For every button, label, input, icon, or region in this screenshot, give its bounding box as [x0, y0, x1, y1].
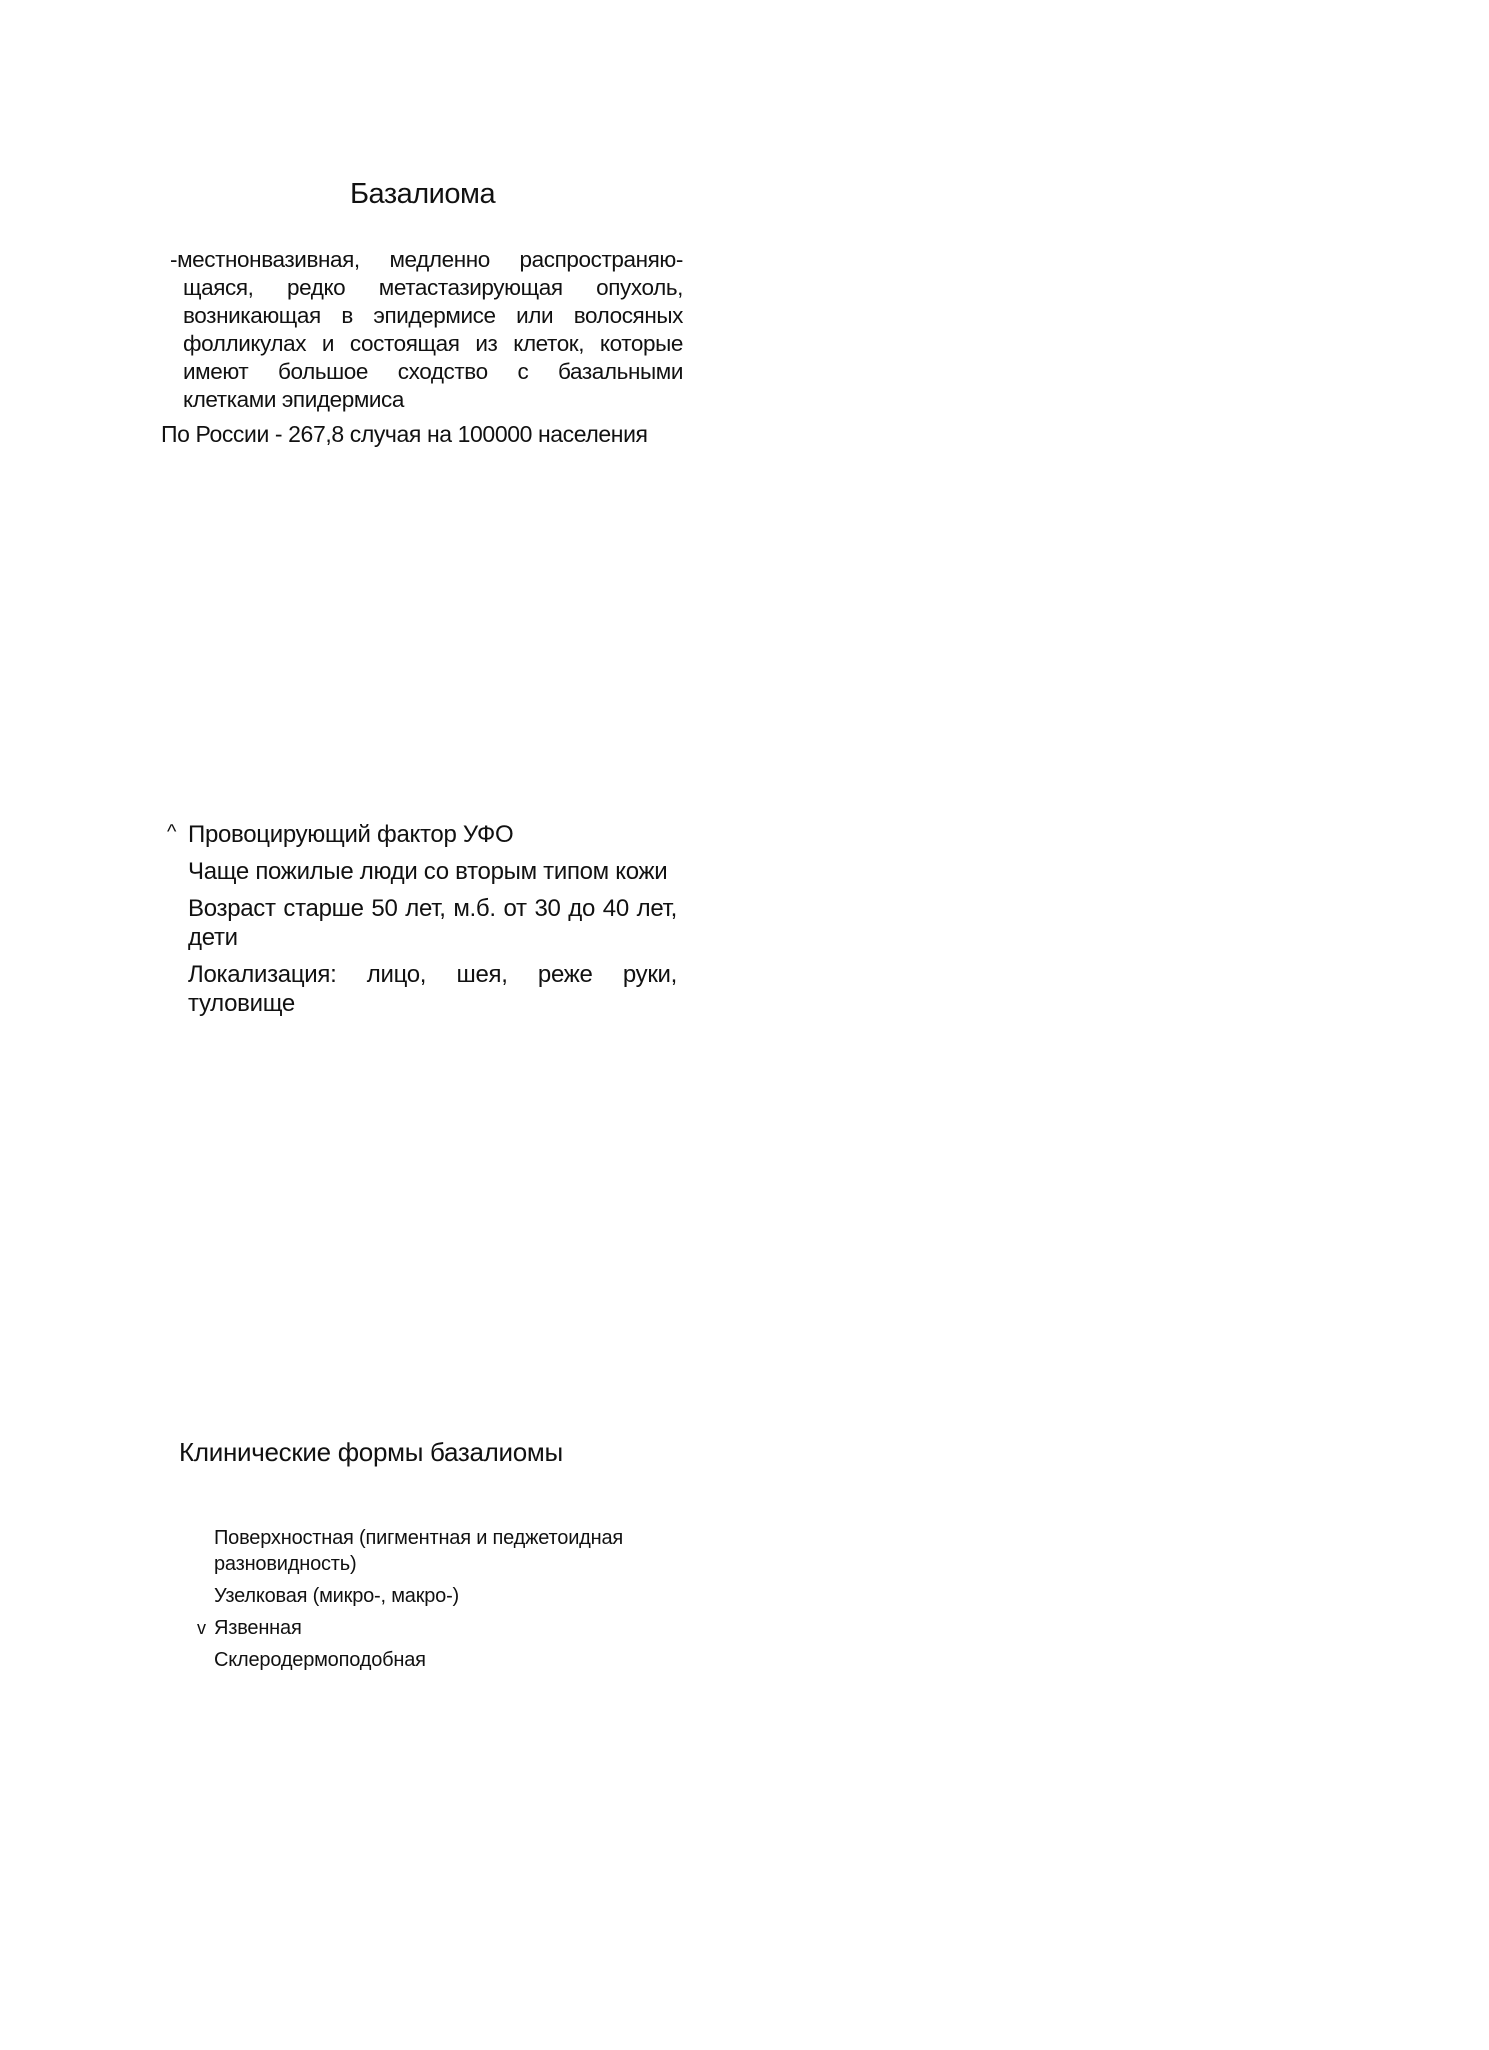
clinical-form-item [197, 1647, 697, 1673]
caret-bullet-icon: ^ [167, 821, 177, 843]
risk-factors-list [167, 820, 677, 1026]
clinical-form-item [197, 1615, 697, 1641]
definition-paragraph [157, 246, 683, 414]
checkmark-bullet-icon: v [197, 1618, 206, 1638]
risk-factor-text: Локализация: лицо, шея, реже руки, туловище [188, 961, 677, 1017]
clinical-form-text: Склеродермоподобная [214, 1649, 426, 1671]
page-title: Базалиома [350, 178, 496, 210]
risk-factor-item [167, 894, 677, 952]
risk-factor-text: Чаще пожилые люди со вторым типом кожи [188, 858, 668, 885]
clinical-forms-heading: Клинические формы базалиомы [179, 1437, 563, 1467]
risk-factor-text: Провоцирующий фактор УФО [188, 821, 514, 848]
risk-factor-item [167, 960, 677, 1018]
risk-factor-item [167, 820, 677, 849]
clinical-form-item [197, 1525, 697, 1577]
risk-factor-item [167, 857, 677, 886]
clinical-form-text: Поверхностная (пигментная и педжетоидная разновидность) [214, 1527, 624, 1575]
clinical-form-text: Узелковая (микро-, макро-) [214, 1585, 460, 1607]
clinical-form-item [197, 1583, 697, 1609]
definition-text: -местнонвазивная, медленно распространяю-щаяся, редко метастазирующая опухоль, возникающая в эпидермисе или волосяных фолликулах и состоящая из клеток, которые имеют большое сходство с базальными клетками эпидермиса [170, 247, 683, 412]
clinical-form-text: Язвенная [214, 1617, 302, 1639]
clinical-forms-list [197, 1525, 697, 1679]
risk-factor-text: Возраст старше 50 лет, м.б. от 30 до 40 лет, дети [188, 895, 677, 951]
incidence-statistic: По России - 267,8 случая на 100000 населения [161, 421, 648, 447]
